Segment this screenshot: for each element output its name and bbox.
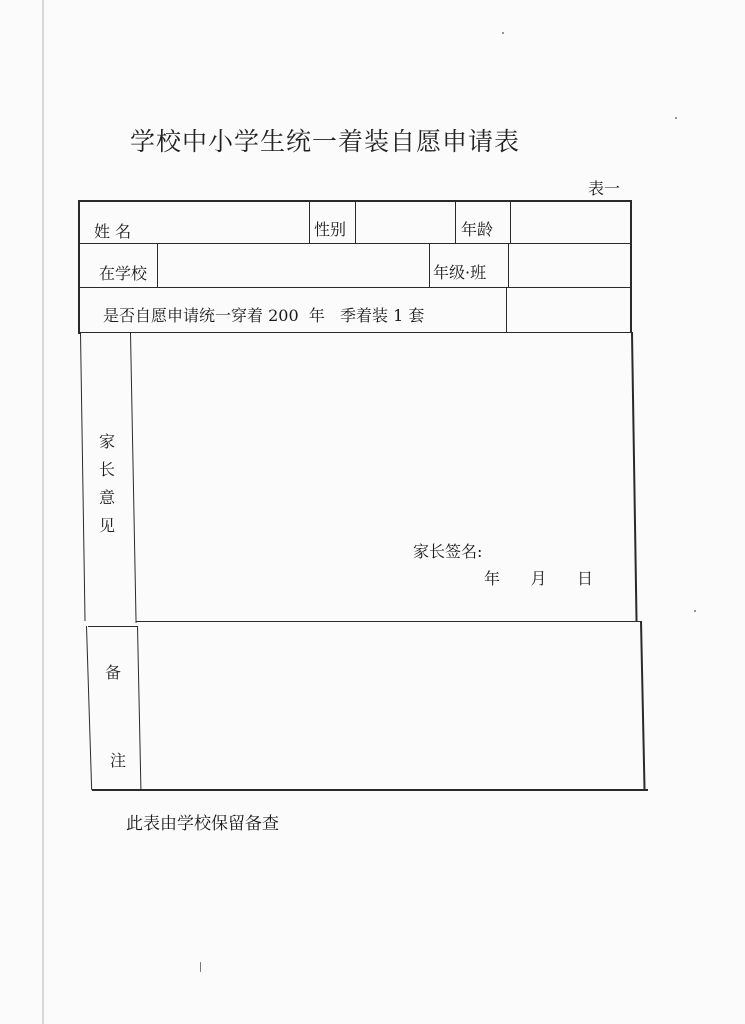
remarks-label-bottom: 注 — [110, 751, 127, 770]
page-edge-shadow — [42, 0, 44, 1024]
table-col-divider — [506, 288, 507, 333]
table-border-left — [86, 626, 92, 790]
scan-speck — [502, 32, 504, 34]
table-border-right — [640, 621, 646, 791]
table-col-divider — [510, 201, 511, 244]
scan-speck — [694, 610, 696, 612]
remarks-label-top: 备 — [105, 663, 122, 682]
school-label: 在学校 — [99, 264, 148, 283]
table-col-divider — [508, 244, 509, 288]
table-col-divider — [429, 244, 430, 288]
table-row-divider — [136, 621, 642, 622]
scan-speck — [200, 962, 201, 972]
form-number: 表一 — [588, 179, 621, 198]
grade-class-label: 年级·班 — [433, 263, 487, 282]
gender-label: 性别 — [314, 220, 347, 239]
age-label: 年龄 — [461, 220, 494, 239]
table-col-divider — [157, 244, 158, 288]
table-border-bottom — [92, 789, 648, 791]
table-border-right — [630, 200, 632, 332]
table-border-left — [80, 333, 86, 621]
parent-signature-label: 家长签名: — [413, 542, 483, 561]
table-col-divider — [309, 201, 310, 244]
table-col-divider — [137, 626, 141, 791]
signature-date-label: 年 月 日 — [484, 569, 594, 588]
parent-opinion-label: 家长意见 — [98, 432, 115, 535]
table-row-divider — [88, 626, 138, 627]
table-col-divider — [130, 333, 137, 623]
table-row-divider — [79, 332, 633, 333]
footer-note: 此表由学校保留备查 — [126, 814, 279, 834]
name-label: 姓 名 — [94, 222, 132, 241]
table-col-divider — [355, 201, 356, 244]
table-border-right — [631, 333, 638, 622]
form-title: 学校中小学生统一着装自愿申请表 — [130, 127, 521, 156]
table-row-divider — [78, 287, 632, 288]
table-border-left — [78, 200, 80, 334]
consent-question: 是否自愿申请统一穿着 200 年 季着装 1 套 — [103, 306, 425, 325]
table-col-divider — [455, 201, 456, 244]
scan-speck — [675, 117, 677, 119]
